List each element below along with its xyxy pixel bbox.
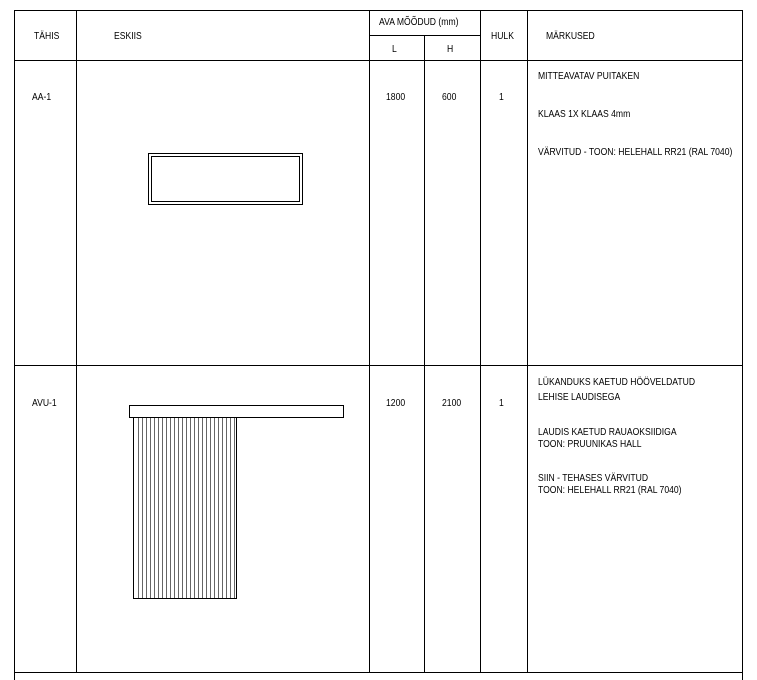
header-hulk: HULK — [491, 31, 514, 42]
header-tahis: TÄHIS — [34, 31, 60, 42]
row-avu1-qty: 1 — [499, 398, 504, 409]
row-avu1-note-6: TOON: HELEHALL RR21 (RAL 7040) — [538, 485, 682, 496]
row-avu1-height: 2100 — [442, 398, 462, 409]
header-h: H — [447, 44, 454, 55]
row-aa1-length: 1800 — [386, 92, 406, 103]
row-aa1-note-1: MITTEAVATAV PUITAKEN — [538, 71, 640, 82]
header-l: L — [392, 44, 397, 55]
row-aa1-note-3: VÄRVITUD - TOON: HELEHALL RR21 (RAL 7040) — [538, 147, 733, 158]
header-ava-moodud: AVA MÕÕDUD (mm) — [379, 17, 459, 28]
row-avu1-code: AVU-1 — [32, 398, 57, 409]
row-aa1-code: AA-1 — [32, 92, 52, 103]
row-avu1-note-1: LÜKANDUKS KAETUD HÖÖVELDATUD — [538, 377, 696, 388]
row-aa1-note-2: KLAAS 1X KLAAS 4mm — [538, 109, 631, 120]
row-avu1-note-5: SIIN - TEHASES VÄRVITUD — [538, 473, 649, 484]
sliding-door-sketch-avu1 — [126, 402, 348, 602]
window-sketch-aa1 — [146, 152, 306, 208]
row-aa1-qty: 1 — [499, 92, 504, 103]
header-markused: MÄRKUSED — [546, 31, 595, 42]
row-aa1-height: 600 — [442, 92, 457, 103]
row-avu1-note-3: LAUDIS KAETUD RAUAOKSIIDIGA — [538, 427, 677, 438]
row-avu1-length: 1200 — [386, 398, 406, 409]
row-avu1-note-2: LEHISE LAUDISEGA — [538, 392, 621, 403]
header-eskiis: ESKIIS — [114, 31, 142, 42]
row-avu1-note-4: TOON: PRUUNIKAS HALL — [538, 439, 642, 450]
